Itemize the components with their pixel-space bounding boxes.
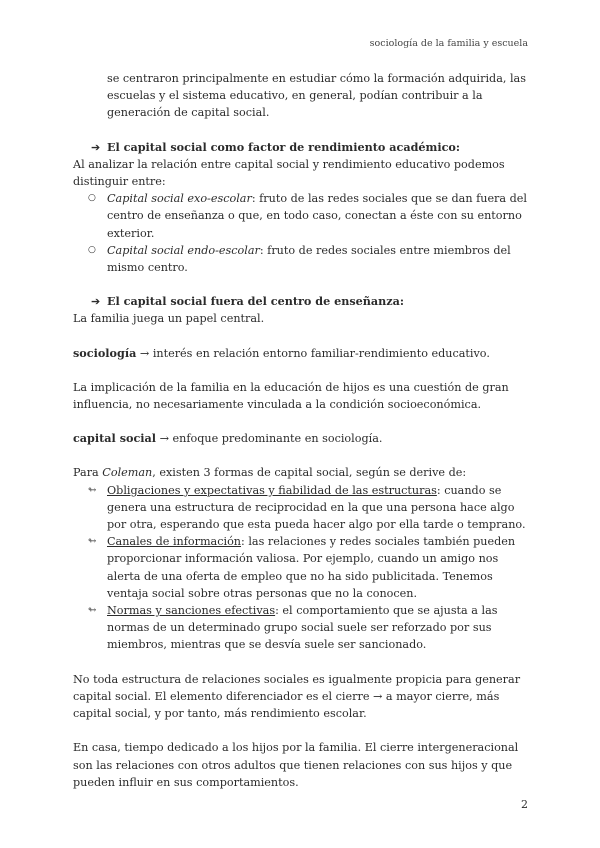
list-item-text: : fruto de redes sociales entre miembros del mismo centro. xyxy=(107,243,511,275)
circle-bullet-icon: ○ xyxy=(88,244,96,255)
sociologia-line xyxy=(73,345,531,362)
list-item xyxy=(73,190,531,242)
coleman-name: Coleman xyxy=(102,466,153,480)
implicacion-paragraph: La implicación de la familia en la educación de hijos es una cuestión de gran influencia, no necesariamente vinculada a la condición socioeconómica. xyxy=(73,380,509,412)
intro-continuation: se centraron principalmente en estudiar cómo la formación adquirida, las escuelas y el sistema educativo, en general, podían contribuir a la generación de capital social. xyxy=(107,72,526,120)
list-item-text: : las relaciones y redes sociales también pueden proporcionar información valiosa. Por ejemplo, cuando un amigo nos alerta de una oferta de empleo que no ha sido publicitada. Tenemos ventaja social sobre otras personas que no la conocen. xyxy=(107,535,516,600)
sociologia-text: → interés en relación entorno familiar-rendimiento educativo. xyxy=(136,346,490,360)
coleman-list xyxy=(73,482,531,654)
page-body xyxy=(73,70,531,791)
hook-arrow-bullet-icon: ↬ xyxy=(88,536,97,548)
section2-line: La familia juega un papel central. xyxy=(73,312,265,326)
coleman-intro xyxy=(73,464,531,481)
hook-arrow-bullet-icon: ↬ xyxy=(88,484,97,496)
coleman-prefix: Para xyxy=(73,466,103,480)
capital-social-term: capital social xyxy=(73,431,157,446)
page-header: sociología de la familia y escuela xyxy=(369,38,528,49)
list-item-text: : cuando se genera una estructura de reciprocidad en la que una persona hace algo por otra, esperando que esta pueda hacer algo por ella tarde o temprano. xyxy=(107,483,526,532)
list-item-text: : fruto de las redes sociales que se dan fuera del centro de enseñanza o que, en todo caso, conectan a éste con su entorno exterior. xyxy=(107,192,527,240)
capital-social-text: → enfoque predominante en sociología. xyxy=(156,432,383,446)
section-heading-2-text: El capital social fuera del centro de enseñanza: xyxy=(107,294,405,309)
arrow-icon: ➔ xyxy=(91,140,101,154)
list-item xyxy=(73,602,531,654)
list-item xyxy=(73,482,531,534)
list-item xyxy=(73,533,531,602)
section-heading-1-text: El capital social como factor de rendimiento académico: xyxy=(107,139,461,154)
circle-bullet-icon: ○ xyxy=(88,193,96,204)
list-item-term: Capital social endo-escolar xyxy=(107,243,260,257)
section-heading-1 xyxy=(73,139,531,156)
list-item-text: : el comportamiento que se ajusta a las normas de un determinado grupo social suele ser reforzado por sus miembros, mientras que se desvía suele ser sancionado. xyxy=(107,604,498,652)
page-number: 2 xyxy=(521,798,528,811)
coleman-suffix: , existen 3 formas de capital social, según se derive de: xyxy=(152,466,467,480)
list-item-term: Obligaciones y expectativas y fiabilidad de las estructuras xyxy=(107,483,437,497)
sociologia-term: sociología xyxy=(73,345,137,360)
hook-arrow-bullet-icon: ↬ xyxy=(88,605,97,617)
capital-social-line xyxy=(73,430,531,447)
cierre-paragraph: No toda estructura de relaciones sociales es igualmente propicia para generar capital social. El elemento diferenciador es el cierre → a mayor cierre, más capital social, y por tanto, más rendimiento escolar. xyxy=(73,672,521,721)
arrow-icon: ➔ xyxy=(91,295,101,309)
section-heading-2 xyxy=(73,293,531,310)
section1-list xyxy=(73,190,531,276)
list-item xyxy=(73,242,531,276)
list-item-term: Canales de información xyxy=(107,535,242,549)
casa-paragraph: En casa, tiempo dedicado a los hijos por la familia. El cierre intergeneracional son las relaciones con otros adultos que tienen relaciones con sus hijos y que pueden influir en sus comportamientos. xyxy=(73,741,519,789)
list-item-term: Capital social exo-escolar xyxy=(107,192,252,206)
section1-intro: Al analizar la relación entre capital social y rendimiento educativo podemos distinguir entre: xyxy=(73,157,505,189)
list-item-term: Normas y sanciones efectivas xyxy=(107,604,276,618)
